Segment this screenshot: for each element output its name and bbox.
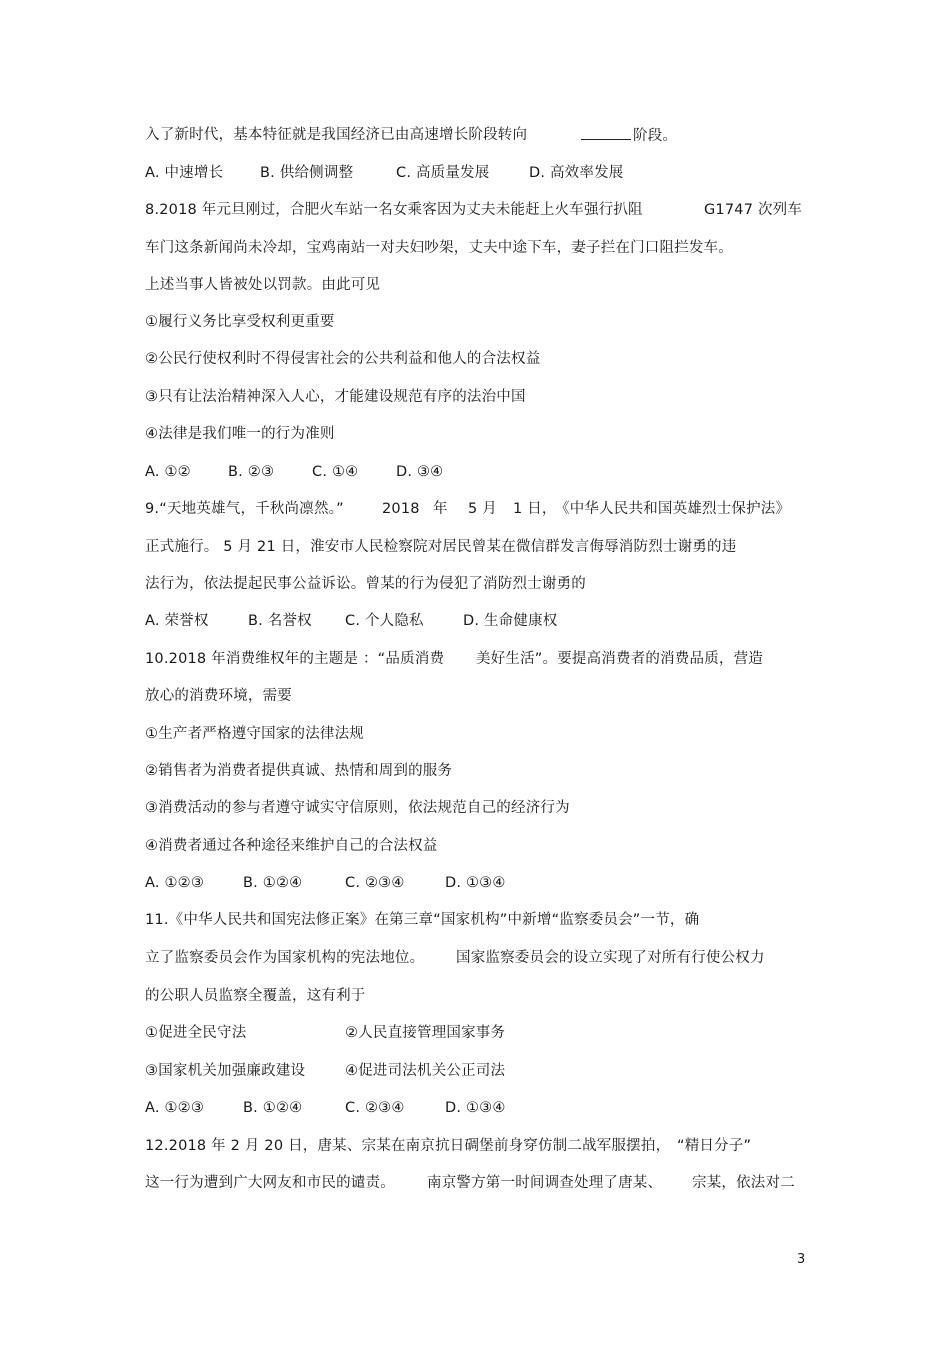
option-d: D. ①③④ xyxy=(445,1100,506,1116)
q9-day: 1 日， xyxy=(513,501,557,517)
q8-statement-4: ④法律是我们唯一的行为准则 xyxy=(145,426,335,442)
option-a: A. ①②③ xyxy=(145,1100,205,1116)
q8-stem-line-2: 车门这条新闻尚未冷却，宝鸡南站一对夫妇吵架，丈夫中途下车，妻子拦在门口阻拦发车。 xyxy=(145,240,733,256)
option-c: C. 个人隐私 xyxy=(345,613,424,629)
option-d: D. ③④ xyxy=(396,464,444,480)
q8-statement-1: ①履行义务比享受权利更重要 xyxy=(145,314,335,330)
option-c: C. ①④ xyxy=(312,464,359,480)
q11-statement-1: ①促进全民守法 xyxy=(145,1025,247,1041)
option-d: D. 生命健康权 xyxy=(463,613,558,629)
q8-train-number: G1747 次列车 xyxy=(704,202,803,218)
q7-answer-blank xyxy=(581,125,677,146)
q12-quoted-term: “精日分子” xyxy=(677,1138,752,1154)
q12-stem-text-3: 南京警方第一时间调查处理了唐某、 xyxy=(427,1175,663,1191)
q11-stem-text: 立了监察委员会作为国家机构的宪法地位。 xyxy=(145,950,425,966)
q9-law-title: 《中华人民共和国英雄烈士保护法》 xyxy=(555,501,791,517)
q7-stem-tail: 阶段。 xyxy=(633,128,678,144)
option-a: A. ①②③ xyxy=(145,875,205,891)
q10-stem-tail: 美好生活”。要提高消费者的消费品质，营造 xyxy=(476,651,764,667)
q9-month: 5 月 xyxy=(468,501,497,517)
q11-stem-line-1: 11.《中华人民共和国宪法修正案》在第三章“国家机构”中新增“监察委员会”一节，确 xyxy=(145,912,700,928)
q9-stem-line-2: 正式施行。 5 月 21 日，淮安市人民检察院对居民曾某在微信群发言侮辱消防烈士谢勇的违 xyxy=(145,539,737,555)
q9-stem-line-3: 法行为，依法提起民事公益诉讼。曾某的行为侵犯了消防烈士谢勇的 xyxy=(145,576,586,592)
option-c: C. ②③④ xyxy=(345,875,405,891)
option-b: B. ①②④ xyxy=(243,1100,303,1116)
option-c: C. ②③④ xyxy=(345,1100,405,1116)
q8-stem-line-3: 上述当事人皆被处以罚款。由此可见 xyxy=(145,277,381,293)
option-b: B. ②③ xyxy=(228,464,275,480)
option-b: B. 名誉权 xyxy=(248,613,312,629)
q10-statement-2: ②销售者为消费者提供真诚、热情和周到的服务 xyxy=(145,763,453,779)
page-number: 3 xyxy=(797,1252,806,1267)
q10-stem-line-2: 放心的消费环境，需要 xyxy=(145,688,292,704)
option-d: D. 高效率发展 xyxy=(529,165,624,181)
option-a: A. 中速增长 xyxy=(145,165,224,181)
q9-quote: 9.“天地英雄气，千秋尚凛然。” xyxy=(145,501,344,517)
q10-statement-4: ④消费者通过各种途径来维护自己的合法权益 xyxy=(145,838,438,854)
option-b: B. 供给侧调整 xyxy=(260,165,354,181)
option-a: A. 荣誉权 xyxy=(145,613,209,629)
q11-stem-line-3: 的公职人员监察全覆盖，这有利于 xyxy=(145,988,366,1004)
q10-statement-1: ①生产者严格遵守国家的法律法规 xyxy=(145,726,364,742)
option-a: A. ①② xyxy=(145,464,191,480)
option-b: B. ①②④ xyxy=(243,875,303,891)
q10-statement-3: ③消费活动的参与者遵守诚实守信原则，依法规范自己的经济行为 xyxy=(145,800,570,816)
q7-stem-text: 入了新时代，基本特征就是我国经济已由高速增长阶段转向 xyxy=(145,127,528,143)
q11-statement-2: ②人民直接管理国家事务 xyxy=(345,1025,506,1041)
q11-statement-3: ③国家机关加强廉政建设 xyxy=(145,1063,306,1079)
q11-statement-4: ④促进司法机关公正司法 xyxy=(345,1063,506,1079)
q12-stem-text-4: 宗某，依法对二 xyxy=(692,1175,795,1191)
q11-stem-tail: 国家监察委员会的设立实现了对所有行使公权力 xyxy=(456,950,765,966)
q9-year-unit: 年 xyxy=(433,501,448,517)
q8-statement-2: ②公民行使权利时不得侵害社会的公共利益和他人的合法权益 xyxy=(145,351,541,367)
option-d: D. ①③④ xyxy=(445,875,506,891)
q10-stem-text: 10.2018 年消费维权年的主题是 ：“品质消费 xyxy=(145,651,445,667)
option-c: C. 高质量发展 xyxy=(396,165,490,181)
q8-stem-text: 8.2018 年元旦刚过，合肥火车站一名女乘客因为丈夫未能赶上火车强行扒阻 xyxy=(145,202,643,218)
q12-stem-text-2: 这一行为遭到广大网友和市民的谴责。 xyxy=(145,1175,395,1191)
q9-year: 2018 xyxy=(382,501,420,517)
q12-stem-text: 12.2018 年 2 月 20 日，唐某、宗某在南京抗日碉堡前身穿仿制二战军服摆拍， xyxy=(145,1138,671,1154)
q8-statement-3: ③只有让法治精神深入人心，才能建设规范有序的法治中国 xyxy=(145,389,526,405)
